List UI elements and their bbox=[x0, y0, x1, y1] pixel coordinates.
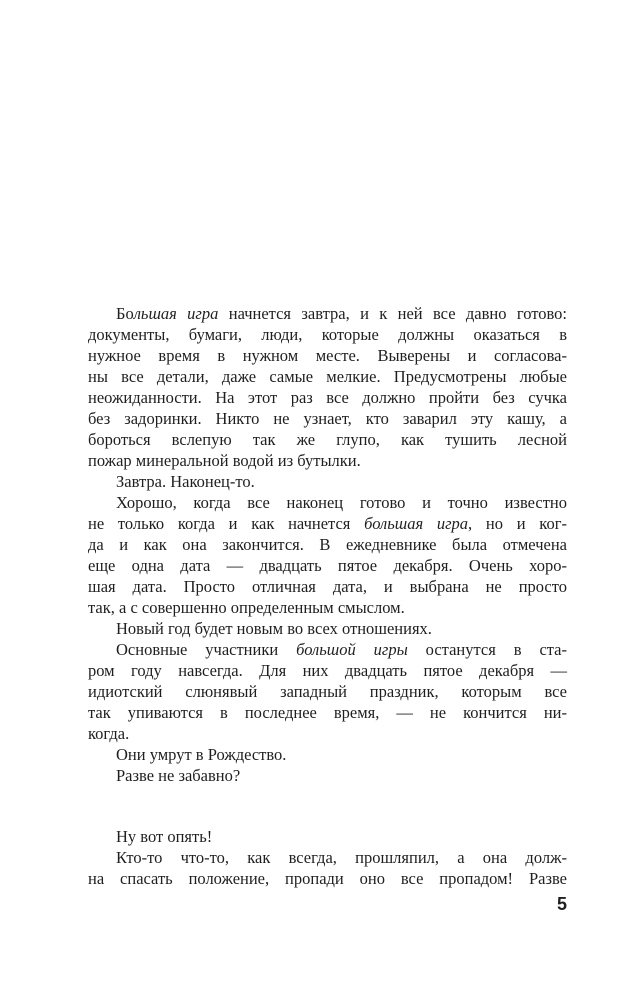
text-line bbox=[88, 702, 567, 723]
paragraph bbox=[88, 826, 567, 847]
italic-text-run: большая игра bbox=[364, 514, 469, 533]
text-run: ром году навсегда. Для них двадцать пятое декабря — bbox=[88, 661, 567, 680]
text-line bbox=[88, 618, 567, 639]
italic-text-run: большой игры bbox=[296, 640, 408, 659]
text-run: Кто-то что-то, как всегда, прошляпил, а она долж- bbox=[116, 848, 567, 867]
text-run: не только когда и как начнется bbox=[88, 514, 365, 533]
text-line bbox=[88, 303, 567, 324]
text-line bbox=[88, 450, 567, 471]
text-line bbox=[88, 597, 567, 618]
text-run: Разве не забавно? bbox=[116, 766, 241, 785]
text-line bbox=[88, 639, 567, 660]
text-run: пожар минеральной водой из бутылки. bbox=[88, 451, 361, 470]
text-line bbox=[88, 744, 567, 765]
text-run: останутся в ста- bbox=[407, 640, 567, 659]
text-run: Завтра. Наконец-то. bbox=[116, 472, 255, 491]
text-run: , но и ког- bbox=[468, 514, 567, 533]
text-line bbox=[88, 534, 567, 555]
text-run: идиотский слюнявый западный праздник, которым все bbox=[88, 682, 567, 701]
text-line bbox=[88, 660, 567, 681]
text-line bbox=[88, 492, 567, 513]
text-run: Они умрут в Рождество. bbox=[116, 745, 287, 764]
text-line bbox=[88, 723, 567, 744]
text-run: без задоринки. Никто не узнает, кто заварил эту кашу, а bbox=[88, 409, 567, 428]
text-line bbox=[88, 408, 567, 429]
text-line bbox=[88, 513, 567, 534]
paragraph bbox=[88, 765, 567, 786]
text-run: начнется завтра, и к ней все давно готово: bbox=[218, 304, 567, 323]
page-number: 5 bbox=[556, 894, 567, 914]
page-text bbox=[88, 303, 567, 889]
text-line bbox=[88, 471, 567, 492]
text-run: Ну вот опять! bbox=[116, 827, 213, 846]
text-line bbox=[88, 847, 567, 868]
text-run: нужное время в нужном месте. Выверены и согласова- bbox=[88, 346, 567, 365]
paragraph bbox=[88, 303, 567, 471]
text-line bbox=[88, 576, 567, 597]
paragraph bbox=[88, 847, 567, 889]
text-line bbox=[88, 765, 567, 786]
text-line bbox=[88, 429, 567, 450]
text-line bbox=[88, 826, 567, 847]
text-line bbox=[88, 868, 567, 889]
paragraph bbox=[88, 639, 567, 744]
text-line bbox=[88, 387, 567, 408]
text-run: шая дата. Просто отличная дата, и выбрана не просто bbox=[88, 577, 567, 596]
text-run: Хорошо, когда все наконец готово и точно известно bbox=[116, 493, 567, 512]
text-line bbox=[88, 345, 567, 366]
text-run: неожиданности. На этот раз все должно пройти без сучка bbox=[88, 388, 567, 407]
text-run: еще одна дата — двадцать пятое декабря. Очень хоро- bbox=[88, 556, 567, 575]
text-run: Новый год будет новым во всех отношениях. bbox=[116, 619, 432, 638]
text-line bbox=[88, 366, 567, 387]
text-run: так, а с совершенно определенным смыслом. bbox=[88, 598, 405, 617]
text-line bbox=[88, 681, 567, 702]
text-run: бороться вслепую так же глупо, как тушить лесной bbox=[88, 430, 567, 449]
text-line bbox=[88, 555, 567, 576]
text-run: так упиваются в последнее время, — не кончится ни- bbox=[88, 703, 567, 722]
text-run: ны все детали, даже самые мелкие. Предусмотрены любые bbox=[88, 367, 567, 386]
paragraph bbox=[88, 618, 567, 639]
text-run: на спасать положение, пропади оно все пропадом! Разве bbox=[88, 869, 567, 888]
paragraph bbox=[88, 744, 567, 765]
text-run: Бо bbox=[116, 304, 134, 323]
text-run: Основные участники bbox=[116, 640, 297, 659]
text-run: когда. bbox=[88, 724, 130, 743]
paragraph bbox=[88, 471, 567, 492]
italic-text-run: льшая игра bbox=[133, 304, 219, 323]
text-run: документы, бумаги, люди, которые должны оказаться в bbox=[88, 325, 567, 344]
text-run: да и как она закончится. В ежедневнике была отмечена bbox=[88, 535, 567, 554]
paragraph bbox=[88, 492, 567, 618]
text-line bbox=[88, 324, 567, 345]
